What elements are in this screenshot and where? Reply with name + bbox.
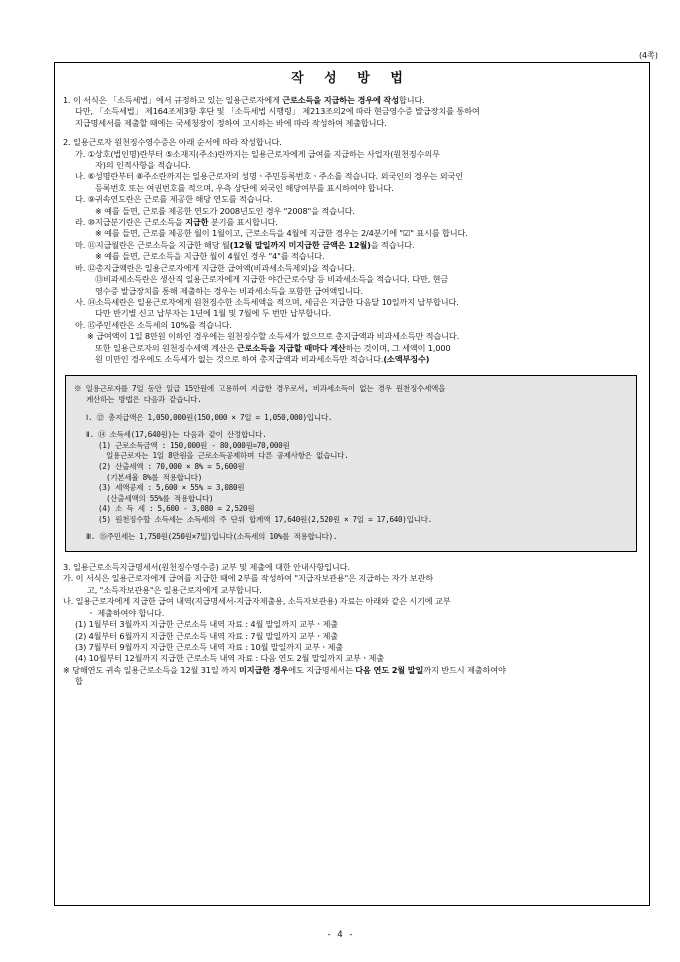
s2-item-ba: 바. ⑫총지급액란은 일용근로자에게 지급한 급여액(비과세소득제외)을 적습니다.	[75, 262, 355, 273]
s3-note-c: 에도 지급명세서는	[288, 664, 356, 675]
section-1	[63, 95, 639, 129]
section-3	[63, 562, 639, 687]
s3-period-2: (2) 4월부터 6월까지 지급한 근로소득 내역 자료 : 7월 말일까지 교부ㆍ제출	[75, 630, 338, 641]
footer-page-number: - 4 -	[326, 930, 354, 940]
s2-item-ra	[63, 217, 639, 228]
s2-n2-c: 하는 것이며, 그 세액이 1,000	[345, 342, 451, 353]
s2-item-da: 다. ⑨귀속연도란은 근로를 제공한 해당 연도를 적습니다.	[75, 194, 273, 205]
s3-heading: 3. 일용근로소득지급명세서(원천징수영수증) 교부 및 제출에 대한 안내사항입니다.	[63, 562, 350, 573]
s2-item-ga-cont: 자)의 인적사항을 적습니다.	[95, 160, 191, 171]
s1-line-3: 지급명세서를 제출할 때에는 국세청장이 정하여 고시하는 바에 따라 작성하여 제출합니다.	[75, 117, 387, 128]
example-step-2: Ⅱ. ⑭ 소득세(17,640원)는 다음과 같이 산정합니다.	[86, 430, 267, 440]
s2-ra-a: 라. ⑩지급분기란은 근로소득을	[75, 217, 186, 228]
s1-line-1	[63, 95, 639, 106]
s2-ma-a: 마. ⑪지급월란은 근로소득을 지급한 해당 월	[75, 239, 230, 250]
s3-note-bold-2: 다음 연도 2월 말일	[355, 664, 424, 675]
s2-note-2	[63, 343, 639, 354]
example-step-2-3a: (3) 세액공제 : 5,600 × 55% = 3,080원	[98, 483, 245, 493]
s3-note-e: 까지 반드시 제출하여야	[423, 664, 506, 675]
example-intro-1: ※ 일용근로자를 7일 동안 일급 15만원에 고용하여 지급한 경우로서, 비과세소득이 없는 경우 원천징수세액을	[74, 384, 446, 394]
s3-item-na-cont: ㆍ 제출하여야 합니다.	[87, 607, 165, 618]
s3-note-a: ※ 당해연도 귀속 일용근로소득을 12월 31일 까지	[63, 664, 240, 675]
s2-item-na-cont: 등록번호 또는 여권번호를 적으며, 우측 상단에 외국인 해당여부를 표시하여야 합니다.	[95, 182, 394, 193]
s3-item-ga: 가. 이 서식은 일용근로자에게 급여를 지급한 때에 2부를 작성하여 "지급자보관용"은 지급하는 자가 보관하	[63, 573, 434, 584]
s1-text-c: 합니다.	[398, 95, 425, 105]
s1-text-a: 1. 이 서식은 「소득세법」에서 규정하고 있는 일용근로자에게	[63, 95, 283, 105]
example-step-1: Ⅰ. ⑫ 총지급액은 1,050,000원(150,000 × 7일 = 1,050,000)입니다.	[86, 412, 333, 422]
s2-note-1: ※ 급여액이 1일 8만원 이하인 경우에는 원천징수할 소득세가 없으므로 총지급액과 비과세소득만 적습니다.	[87, 331, 460, 342]
example-intro-2: 계산하는 방법은 다음과 같습니다.	[86, 394, 202, 404]
s2-n2-bold: 근로소득을 지급할 때마다 계산	[236, 342, 346, 353]
s1-line-2: 다만, 「소득세법」 제164조제3항 후단 및 「소득세법 시행령」 제213조의2에 따라 현금영수증 발급장치를 통하여	[75, 106, 480, 117]
example-step-3: Ⅲ. ⑮주민세는 1,750원(250원×7일)입니다(소득세의 10%를 적용합니다).	[86, 532, 338, 542]
s3-note-2: 합	[75, 676, 83, 687]
s2-n3-bold: (소액부징수)	[383, 353, 430, 364]
section-2	[63, 137, 639, 365]
s2-ra-bold: 지급한	[185, 217, 209, 228]
s2-item-ga: 가. ①상호(법인명)란부터 ⑤소재지(주소)란까지는 일용근로자에게 급여를 지급하는 사업자(원천징수의무	[75, 148, 440, 159]
s2-ra-c: 분기를 표시합니다.	[208, 217, 278, 228]
s3-item-na: 나. 일용근로자에게 지급한 급여 내역(지급명세서-지급자제출용, 소득자보관용) 자료는 아래와 같은 시기에 교부	[63, 596, 451, 607]
s3-period-4: (4) 10월부터 12월까지 지급한 근로소득 내역 자료 : 다음 연도 2월 말일까지 교부ㆍ제출	[75, 653, 385, 664]
s2-n2-a: 또한 일용근로자의 원천징수세액 계산은	[95, 342, 237, 353]
s2-note-3	[63, 354, 639, 365]
s2-item-ba-3: 영수증 발급장치를 통해 제출하는 경우는 비과세소득을 포함한 급여액입니다.	[95, 285, 363, 296]
s2-item-ba-2: ⑬비과세소득란은 생산직 일용근로자에게 지급한 야간근로수당 등 비과세소득을 적습니다. 다만, 현금	[95, 274, 449, 285]
s2-item-a: 아. ⑮주민세란은 소득세의 10%를 적습니다.	[75, 319, 232, 330]
s2-heading: 2. 일용근로자 원천징수영수증은 아래 순서에 따라 작성합니다.	[63, 137, 282, 148]
s3-period-1: (1) 1월부터 3월까지 지급한 근로소득 내역 자료 : 4월 말일까지 교부ㆍ제출	[75, 619, 338, 630]
example-step-2-3b: (산출세액의 55%를 적용합니다)	[106, 493, 214, 503]
example-box	[65, 375, 637, 552]
example-step-2-2a: (2) 산출세액 : 70,000 × 8% = 5,600원	[98, 461, 245, 471]
s2-ma-bold: (12월 말일까지 미지급한 금액은 12월)	[229, 239, 371, 250]
example-step-2-1a: (1) 근로소득금액 : 150,000원 - 80,000원=70,000원	[98, 440, 290, 450]
example-step-2-1b: 일용근로자는 1일 8만원을 근로소득공제하며 다른 공제사항은 없습니다.	[106, 451, 349, 461]
example-step-2-5: (5) 원천징수할 소득세는 소득세의 주 단위 합계액 17,640원(2,520원 × 7일 = 17,640)입니다.	[98, 514, 432, 524]
s2-item-na: 나. ⑥성명란부터 ⑧주소란까지는 일용근로자의 성명ㆍ주민등록번호ㆍ주소를 적습니다. 외국인의 경우는 외국인	[75, 171, 464, 182]
page-title: 작 성 방 법	[291, 71, 411, 86]
instructions-frame	[54, 62, 650, 906]
example-step-2-4: (4) 소 득 세 : 5,600 - 3,080 = 2,520원	[98, 504, 255, 514]
s1-text-bold: 근로소득을 지급하는 경우에 작성	[282, 95, 399, 105]
s2-item-ma	[63, 240, 639, 251]
s2-item-ra-note: ※ 예를 들면, 근로를 제공한 월이 1월이고, 근로소득을 4월에 지급한 경우는 2/4분기에 "☑" 표시를 합니다.	[95, 228, 468, 239]
s2-item-da-note: ※ 예를 들면, 근로를 제공한 연도가 2008년도인 경우 "2008"을 적습니다.	[95, 205, 355, 216]
s3-note-1	[63, 665, 639, 676]
s2-item-sa-2: 다만 반기별 신고 납부자는 1년에 1월 및 7월에 두 번만 납부합니다.	[95, 308, 332, 319]
s2-n3-a: 원 미만인 경우에도 소득세가 없는 것으로 하여 총지급액과 비과세소득만 적습니다.	[95, 353, 384, 364]
example-step-2-2b: (기본세율 8%를 적용합니다)	[106, 472, 202, 482]
s3-item-ga-cont: 고, "소득자보관용"은 일용근로자에게 교부합니다.	[87, 584, 262, 595]
s3-note-bold-1: 미지급한 경우	[239, 664, 289, 675]
s2-item-ma-note: ※ 예를 들면, 근로소득을 지급한 월이 4월인 경우 "4"를 적습니다.	[95, 251, 325, 262]
page-label: (4쪽)	[638, 51, 658, 60]
s2-item-sa: 사. ⑭소득세란은 일용근로자에게 원천징수한 소득세액을 적으며, 세금은 지급한 다음달 10일까지 납부합니다.	[75, 296, 459, 307]
s2-ma-c: 을 적습니다.	[370, 239, 415, 250]
s3-period-3: (3) 7월부터 9월까지 지급한 근로소득 내역 자료 : 10월 말일까지 교부ㆍ제출	[75, 641, 344, 652]
